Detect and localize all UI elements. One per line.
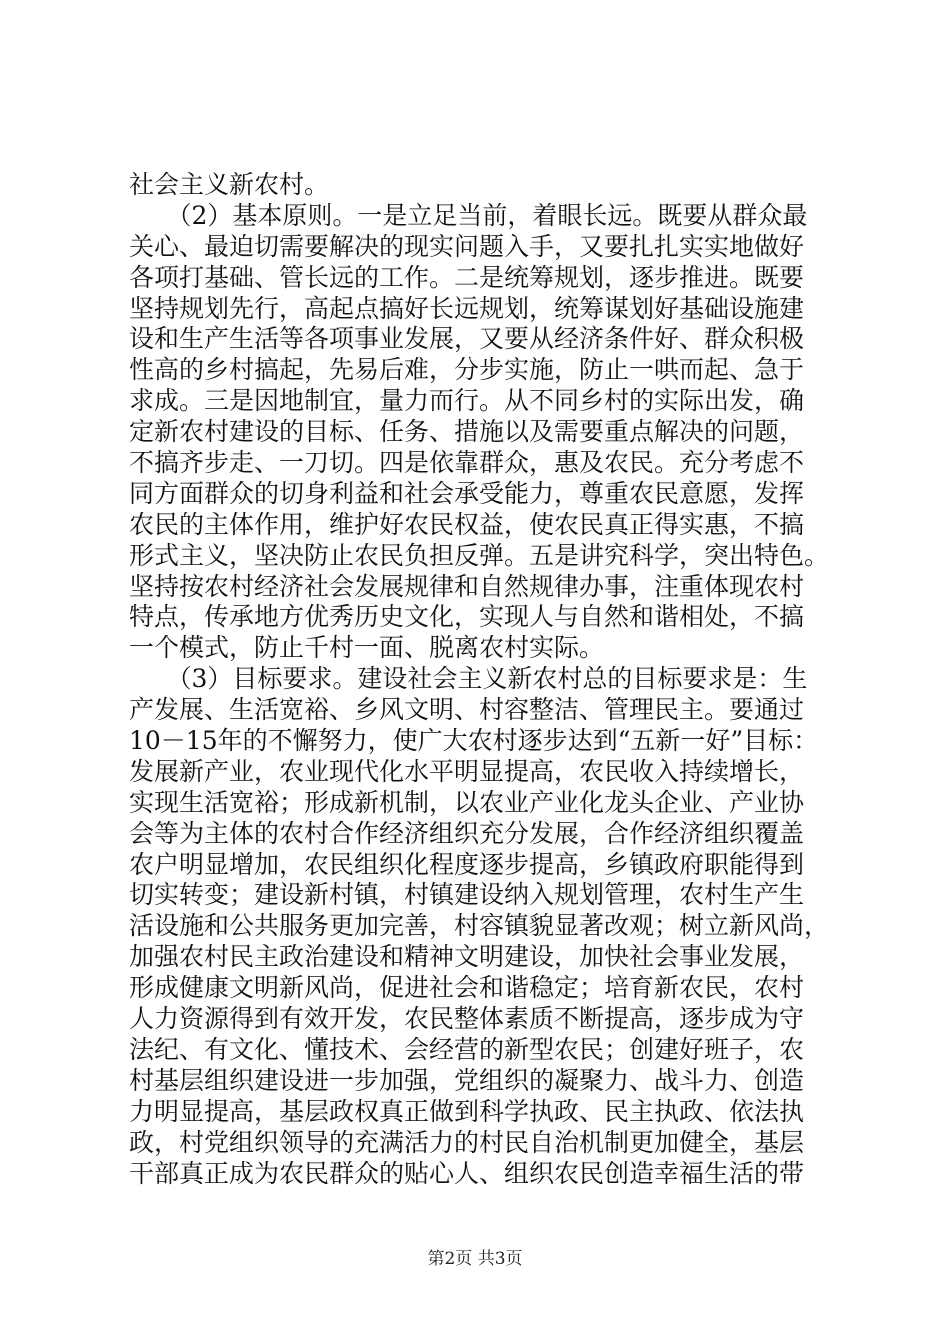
text-line: 社会主义新农村。: [129, 170, 330, 199]
text-line: 农户明显增加，农民组织化程度逐步提高，乡镇政府职能得到: [129, 849, 805, 879]
text-line: 同方面群众的切身利益和社会承受能力，尊重农民意愿，发挥: [129, 478, 805, 508]
text-line: 坚持按农村经济社会发展规律和自然规律办事，注重体现农村: [129, 571, 805, 601]
text-line: 发展新产业，农业现代化水平明显提高，农民收入持续增长，: [129, 756, 805, 786]
text-line: 形式主义，坚决防止农民负担反弹。五是讲究科学，突出特色。: [129, 540, 830, 570]
text-line: 性高的乡村搞起，先易后难，分步实施，防止一哄而起、急于: [129, 355, 805, 385]
text-line: 形成健康文明新风尚，促进社会和谐稳定；培育新农民，农村: [129, 973, 805, 1003]
text-line: 不搞齐步走、一刀切。四是依靠群众，惠及农民。充分考虑不: [129, 448, 805, 478]
text-line: 法纪、有文化、懂技术、会经营的新型农民；创建好班子，农: [129, 1034, 805, 1064]
text-line: 会等为主体的农村合作经济组织充分发展，合作经济组织覆盖: [129, 818, 805, 848]
text-line: 力明显提高，基层政权真正做到科学执政、民主执政、依法执: [129, 1096, 805, 1126]
text-line: （3）目标要求。建设社会主义新农村总的目标要求是：生: [129, 664, 808, 694]
text-line: 特点，传承地方优秀历史文化，实现人与自然和谐相处，不搞: [129, 602, 805, 632]
text-line: 活设施和公共服务更加完善，村容镇貌显著改观；树立新风尚，: [129, 911, 830, 941]
text-line: 农民的主体作用，维护好农民权益，使农民真正得实惠，不搞: [129, 509, 805, 539]
text-line: 人力资源得到有效开发，农民整体素质不断提高，逐步成为守: [129, 1004, 805, 1034]
text-line: 村基层组织建设进一步加强，党组织的凝聚力、战斗力、创造: [129, 1065, 805, 1095]
page-footer: 第2页 共3页: [427, 1249, 523, 1269]
text-line: 实现生活宽裕；形成新机制，以农业产业化龙头企业、产业协: [129, 787, 805, 817]
text-line: 加强农村民主政治建设和精神文明建设，加快社会事业发展，: [129, 942, 805, 972]
text-line: 定新农村建设的目标、任务、措施以及需要重点解决的问题，: [129, 417, 805, 447]
text-line: 干部真正成为农民群众的贴心人、组织农民创造幸福生活的带: [129, 1158, 805, 1188]
text-line: 各项打基础、管长远的工作。二是统筹规划，逐步推进。既要: [129, 262, 805, 292]
text-line: 政，村党组织领导的充满活力的村民自治机制更加健全，基层: [129, 1127, 805, 1157]
text-line: 求成。三是因地制宜，量力而行。从不同乡村的实际出发，确: [129, 386, 805, 416]
text-line: 一个模式，防止千村一面、脱离农村实际。: [129, 633, 605, 663]
text-line: （2）基本原则。一是立足当前，着眼长远。既要从群众最: [129, 200, 808, 230]
text-line: 坚持规划先行，高起点搞好长远规划，统筹谋划好基础设施建: [129, 293, 805, 323]
text-line: 10－15年的不懈努力，使广大农村逐步达到“五新一好”目标：: [129, 726, 819, 756]
text-line: 关心、最迫切需要解决的现实问题入手，又要扎扎实实地做好: [129, 231, 805, 261]
document-body: [129, 170, 829, 1189]
text-line: 设和生产生活等各项事业发展，又要从经济条件好、群众积极: [129, 324, 805, 354]
text-line: 产发展、生活宽裕、乡风文明、村容整洁、管理民主。要通过: [129, 695, 805, 725]
text-line: 切实转变；建设新村镇，村镇建设纳入规划管理，农村生产生: [129, 880, 805, 910]
